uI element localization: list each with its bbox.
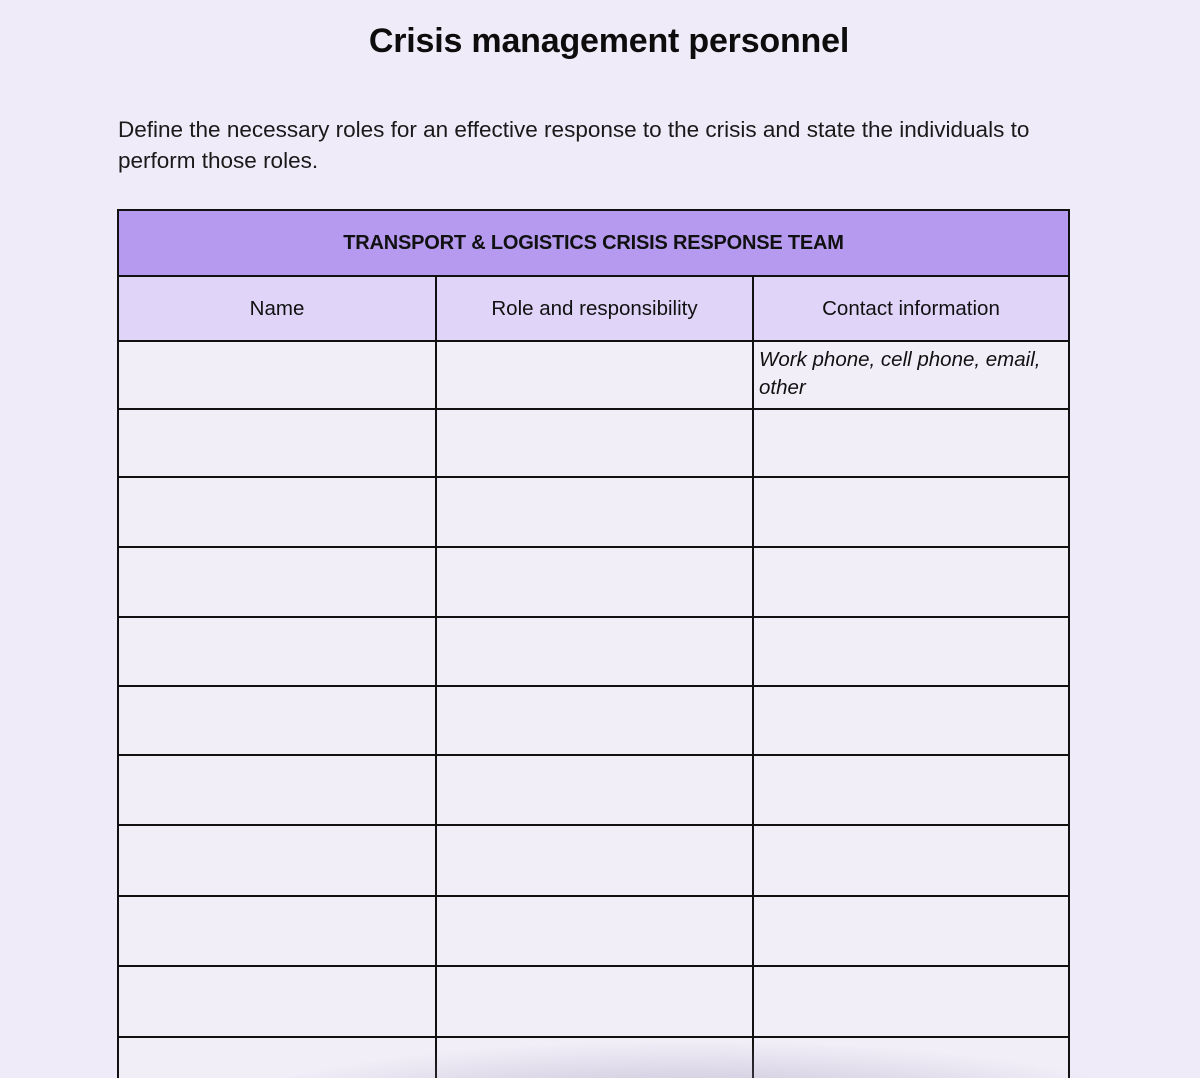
name-cell[interactable] [118, 477, 436, 547]
column-header-row [118, 276, 1069, 341]
column-header-contact: Contact information [753, 276, 1069, 341]
role-cell[interactable] [436, 686, 753, 755]
team-heading: TRANSPORT & LOGISTICS CRISIS RESPONSE TEAM [118, 210, 1069, 276]
role-cell[interactable] [436, 341, 753, 409]
name-cell[interactable] [118, 341, 436, 409]
contact-cell[interactable] [753, 341, 1069, 409]
page-title: Crisis management personnel [368, 22, 850, 60]
contact-cell[interactable] [753, 1037, 1069, 1078]
name-cell[interactable] [118, 755, 436, 825]
name-cell[interactable] [118, 409, 436, 477]
contact-cell[interactable] [753, 896, 1069, 966]
role-cell[interactable] [436, 896, 753, 966]
contact-cell[interactable] [753, 477, 1069, 547]
table-row [118, 686, 1069, 755]
table-row [118, 547, 1069, 617]
contact-cell[interactable] [753, 686, 1069, 755]
name-cell[interactable] [118, 686, 436, 755]
role-cell[interactable] [436, 825, 753, 896]
role-cell[interactable] [436, 547, 753, 617]
table-row [118, 477, 1069, 547]
intro-paragraph: Define the necessary roles for an effective response to the crisis and state the individuals to perform those roles. [118, 117, 1030, 173]
contact-cell[interactable] [753, 547, 1069, 617]
name-cell[interactable] [118, 825, 436, 896]
contact-cell[interactable] [753, 825, 1069, 896]
contact-hint: Work phone, cell phone, email, other [759, 348, 1041, 399]
table-row [118, 1037, 1069, 1078]
column-header-role: Role and responsibility [436, 276, 753, 341]
team-header-row [118, 210, 1069, 276]
crisis-team-table [117, 209, 1070, 1078]
name-cell[interactable] [118, 617, 436, 686]
table-row [118, 896, 1069, 966]
table-row [118, 409, 1069, 477]
table-row [118, 341, 1069, 409]
name-cell[interactable] [118, 896, 436, 966]
role-cell[interactable] [436, 1037, 753, 1078]
table-row [118, 755, 1069, 825]
name-cell[interactable] [118, 1037, 436, 1078]
role-cell[interactable] [436, 755, 753, 825]
table-row [118, 966, 1069, 1037]
contact-cell[interactable] [753, 755, 1069, 825]
contact-cell[interactable] [753, 409, 1069, 477]
contact-cell[interactable] [753, 617, 1069, 686]
role-cell[interactable] [436, 409, 753, 477]
table-row [118, 617, 1069, 686]
column-header-name: Name [118, 276, 436, 341]
name-cell[interactable] [118, 966, 436, 1037]
role-cell[interactable] [436, 477, 753, 547]
table-row [118, 825, 1069, 896]
role-cell[interactable] [436, 966, 753, 1037]
role-cell[interactable] [436, 617, 753, 686]
name-cell[interactable] [118, 547, 436, 617]
contact-cell[interactable] [753, 966, 1069, 1037]
